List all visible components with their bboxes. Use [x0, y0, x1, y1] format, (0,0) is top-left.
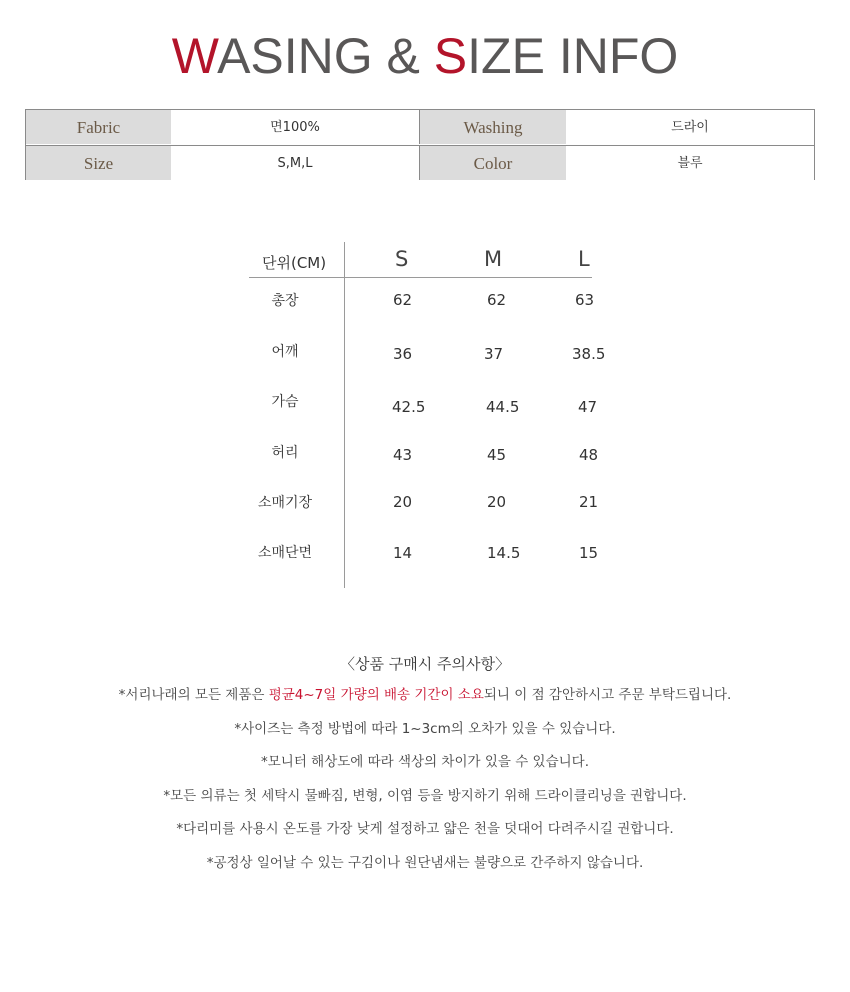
size-header-l: L	[578, 247, 590, 271]
note-line-1-part-a: *서리나래의 모든 제품은	[118, 687, 269, 703]
note-line-3: *모니터 해상도에 따라 색상의 차이가 있을 수 있습니다.	[261, 754, 589, 770]
cell-value: 20	[487, 493, 507, 511]
size-label: Size	[26, 146, 171, 180]
title-accent-s: S	[433, 28, 468, 84]
cell-value: 14	[393, 544, 413, 562]
notes-title: 〈상품 구매시 주의사항〉	[340, 655, 510, 673]
row-label: 소매기장	[257, 495, 313, 511]
cell-value: 48	[579, 446, 599, 464]
cell-value: 43	[393, 446, 413, 464]
cell-value: 38.5	[572, 345, 606, 363]
cell-value: 63	[575, 291, 595, 309]
note-line-1-highlight: 평균4~7일 가량의 배송 기간이 소요	[268, 687, 484, 703]
color-value: 블루	[566, 146, 814, 180]
cell-value: 14.5	[487, 544, 521, 562]
cell-value: 20	[393, 493, 413, 511]
row-label: 총장	[271, 293, 299, 309]
cell-value: 44.5	[486, 398, 520, 416]
note-line-5: *다리미를 사용시 온도를 가장 낮게 설정하고 얇은 천을 덧대어 다려주시길 권합니다.	[176, 821, 674, 837]
size-chart-vertical-divider	[344, 242, 345, 588]
size-chart-header-divider	[249, 277, 592, 278]
row-label: 허리	[271, 445, 299, 461]
size-header-m: M	[484, 247, 503, 271]
note-line-4: *모든 의류는 첫 세탁시 물빠짐, 변형, 이염 등을 방지하기 위해 드라이클리닝을 권합니다.	[163, 788, 687, 804]
washing-value: 드라이	[566, 110, 814, 144]
title-part1: ASING &	[217, 28, 434, 84]
fabric-label: Fabric	[26, 110, 171, 144]
row-label: 가슴	[271, 394, 299, 410]
note-line-1-part-b: 되니 이 점 감안하시고 주문 부탁드립니다.	[483, 687, 732, 703]
cell-value: 42.5	[392, 398, 426, 416]
note-line-2: *사이즈는 측정 방법에 따라 1~3cm의 오차가 있을 수 있습니다.	[234, 721, 616, 737]
cell-value: 37	[484, 345, 504, 363]
cell-value: 21	[579, 493, 599, 511]
note-line-6: *공정상 일어날 수 있는 구김이나 원단냄새는 불량으로 간주하지 않습니다.	[206, 855, 644, 871]
row-label: 어깨	[271, 344, 299, 360]
cell-value: 62	[393, 291, 413, 309]
size-value: S,M,L	[171, 146, 420, 180]
row-label: 소매단면	[257, 545, 313, 561]
cell-value: 15	[579, 544, 599, 562]
title-accent-w: W	[171, 28, 218, 84]
color-label: Color	[420, 146, 566, 180]
cell-value: 62	[487, 291, 507, 309]
fabric-value: 면100%	[171, 110, 420, 144]
note-line-1	[0, 683, 850, 703]
washing-label: Washing	[420, 110, 566, 144]
cell-value: 36	[393, 345, 413, 363]
cell-value: 47	[578, 398, 598, 416]
title-part2: IZE INFO	[467, 28, 679, 84]
unit-header: 단위(CM)	[262, 254, 327, 272]
cell-value: 45	[487, 446, 507, 464]
size-header-s: S	[395, 247, 409, 271]
